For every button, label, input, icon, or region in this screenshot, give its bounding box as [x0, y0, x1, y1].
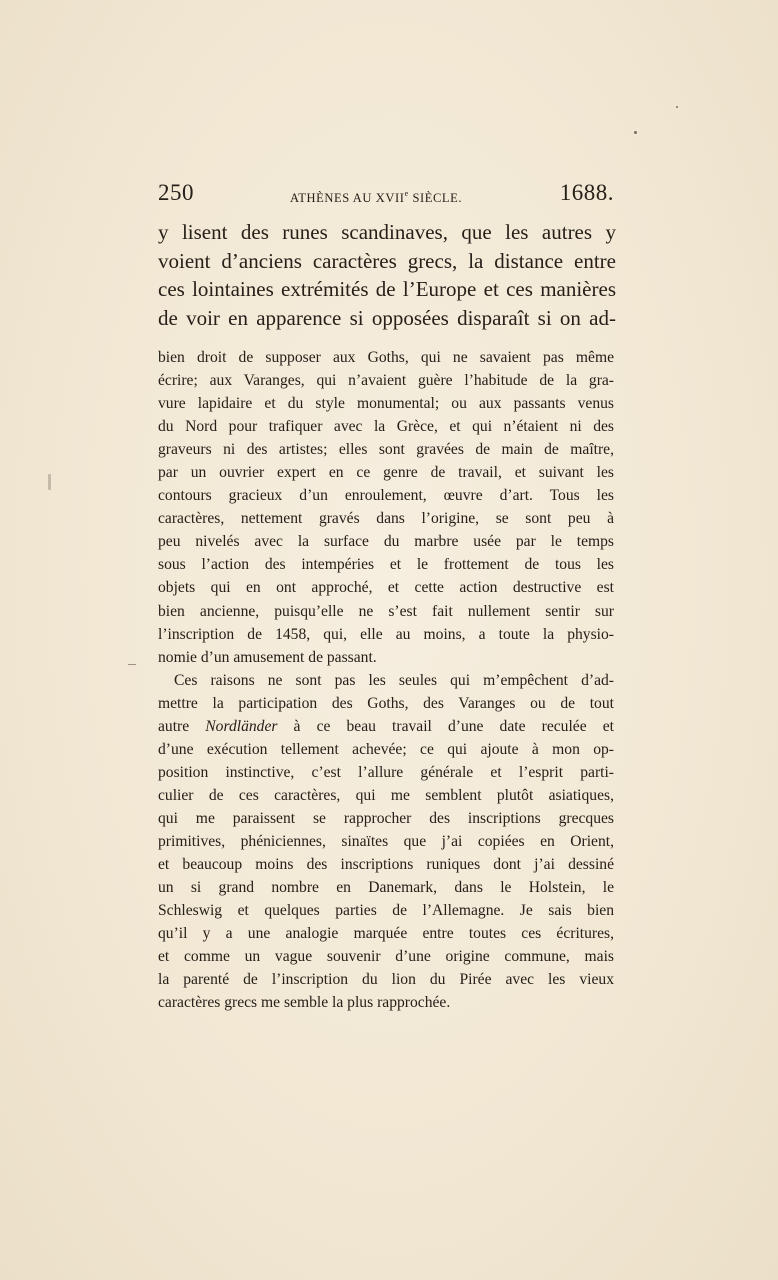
note-line: l’inscription de 1458, qui, elle au moins, a toute la physio- — [158, 625, 614, 643]
note-line: écrire; aux Varanges, qui n’avaient guère l’habitude de la gra- — [158, 372, 614, 390]
running-title-superscript: e — [404, 189, 409, 198]
note-line: d’une exécution tellement achevée; ce qui ajoute à mon op- — [158, 740, 614, 758]
note-line: culier de ces caractères, qui me semblent plutôt asiatiques, — [158, 786, 614, 804]
italic-term: Nordländer — [205, 717, 278, 735]
page-number: 250 — [158, 180, 194, 205]
note-line: nomie d’un amusement de passant. — [158, 648, 377, 666]
note-line: contours gracieux d’un enroulement, œuvre d’art. Tous les — [158, 487, 614, 505]
note-line: primitives, phéniciennes, sinaïtes que j’ai copiées en Orient, — [158, 832, 614, 850]
note-line: peu nivelés avec la surface du marbre usée par le temps — [158, 533, 614, 551]
note-line: un si grand nombre en Danemark, dans le Holstein, le — [158, 879, 614, 897]
note-line: caractères grecs me semble la plus rapprochée. — [158, 994, 451, 1012]
note-line-segment: à ce beau travail d’une date reculée et — [277, 717, 614, 735]
note-line: caractères, nettement gravés dans l’origine, se sont peu à — [158, 510, 614, 528]
note-line: position instinctive, c’est l’allure générale et l’esprit parti- — [158, 763, 614, 781]
main-text-line: ces lointaines extrémités de l’Europe et ces manières — [158, 277, 616, 301]
note-text-block — [158, 346, 614, 1014]
note-line: mettre la participation des Goths, des Varanges ou de tout — [158, 694, 614, 712]
page-header — [158, 180, 614, 214]
margin-mark — [48, 474, 51, 490]
note-line: graveurs ni des artistes; elles sont gravées de main de maître, — [158, 441, 614, 459]
note-line: Ces raisons ne sont pas les seules qui m’empêchent d’ad- — [174, 671, 614, 689]
main-text-line: de voir en apparence si opposées disparaît si on ad- — [158, 305, 616, 330]
note-line: Schleswig et quelques parties de l’Allemagne. Je sais bien — [158, 902, 614, 920]
note-line: par un ouvrier expert en ce genre de travail, et suivant les — [158, 464, 614, 482]
note-line: bien droit de supposer aux Goths, qui ne savaient pas même — [158, 349, 614, 366]
paper-speck — [634, 131, 637, 134]
note-line: vure lapidaire et du style monumental; ou aux passants venus — [158, 395, 614, 413]
margin-dash — [128, 664, 136, 665]
note-line: qui me paraissent se rapprocher des inscriptions grecques — [158, 809, 614, 827]
note-line-segment: autre — [158, 717, 206, 735]
note-line: du Nord pour trafiquer avec la Grèce, et qui n’étaient ni des — [158, 418, 614, 436]
running-title — [290, 189, 462, 206]
note-line: qu’il y a une analogie marquée entre toutes ces écritures, — [158, 925, 614, 943]
note-line: bien ancienne, puisqu’elle ne s’est fait nullement sentir sur — [158, 602, 614, 620]
main-text-block — [158, 218, 616, 332]
main-text-line: voient d’anciens caractères grecs, la distance entre — [158, 248, 616, 273]
note-line — [158, 715, 614, 738]
running-title-suffix: SIÈCLE. — [408, 191, 463, 205]
running-title-prefix: ATHÈNES AU XVII — [290, 191, 405, 205]
note-line: objets qui en ont approché, et cette action destructive est — [158, 579, 614, 597]
note-line: et comme un vague souvenir d’une origine commune, mais — [158, 948, 614, 966]
header-year: 1688. — [559, 180, 614, 205]
paper-speck — [676, 106, 678, 108]
main-text-line: y lisent des runes scandinaves, que les autres y — [158, 220, 616, 244]
note-line: la parenté de l’inscription du lion du Pirée avec les vieux — [158, 971, 614, 989]
note-line: sous l’action des intempéries et le frottement de tous les — [158, 556, 614, 574]
note-line: et beaucoup moins des inscriptions runiques dont j’ai dessiné — [158, 856, 614, 874]
